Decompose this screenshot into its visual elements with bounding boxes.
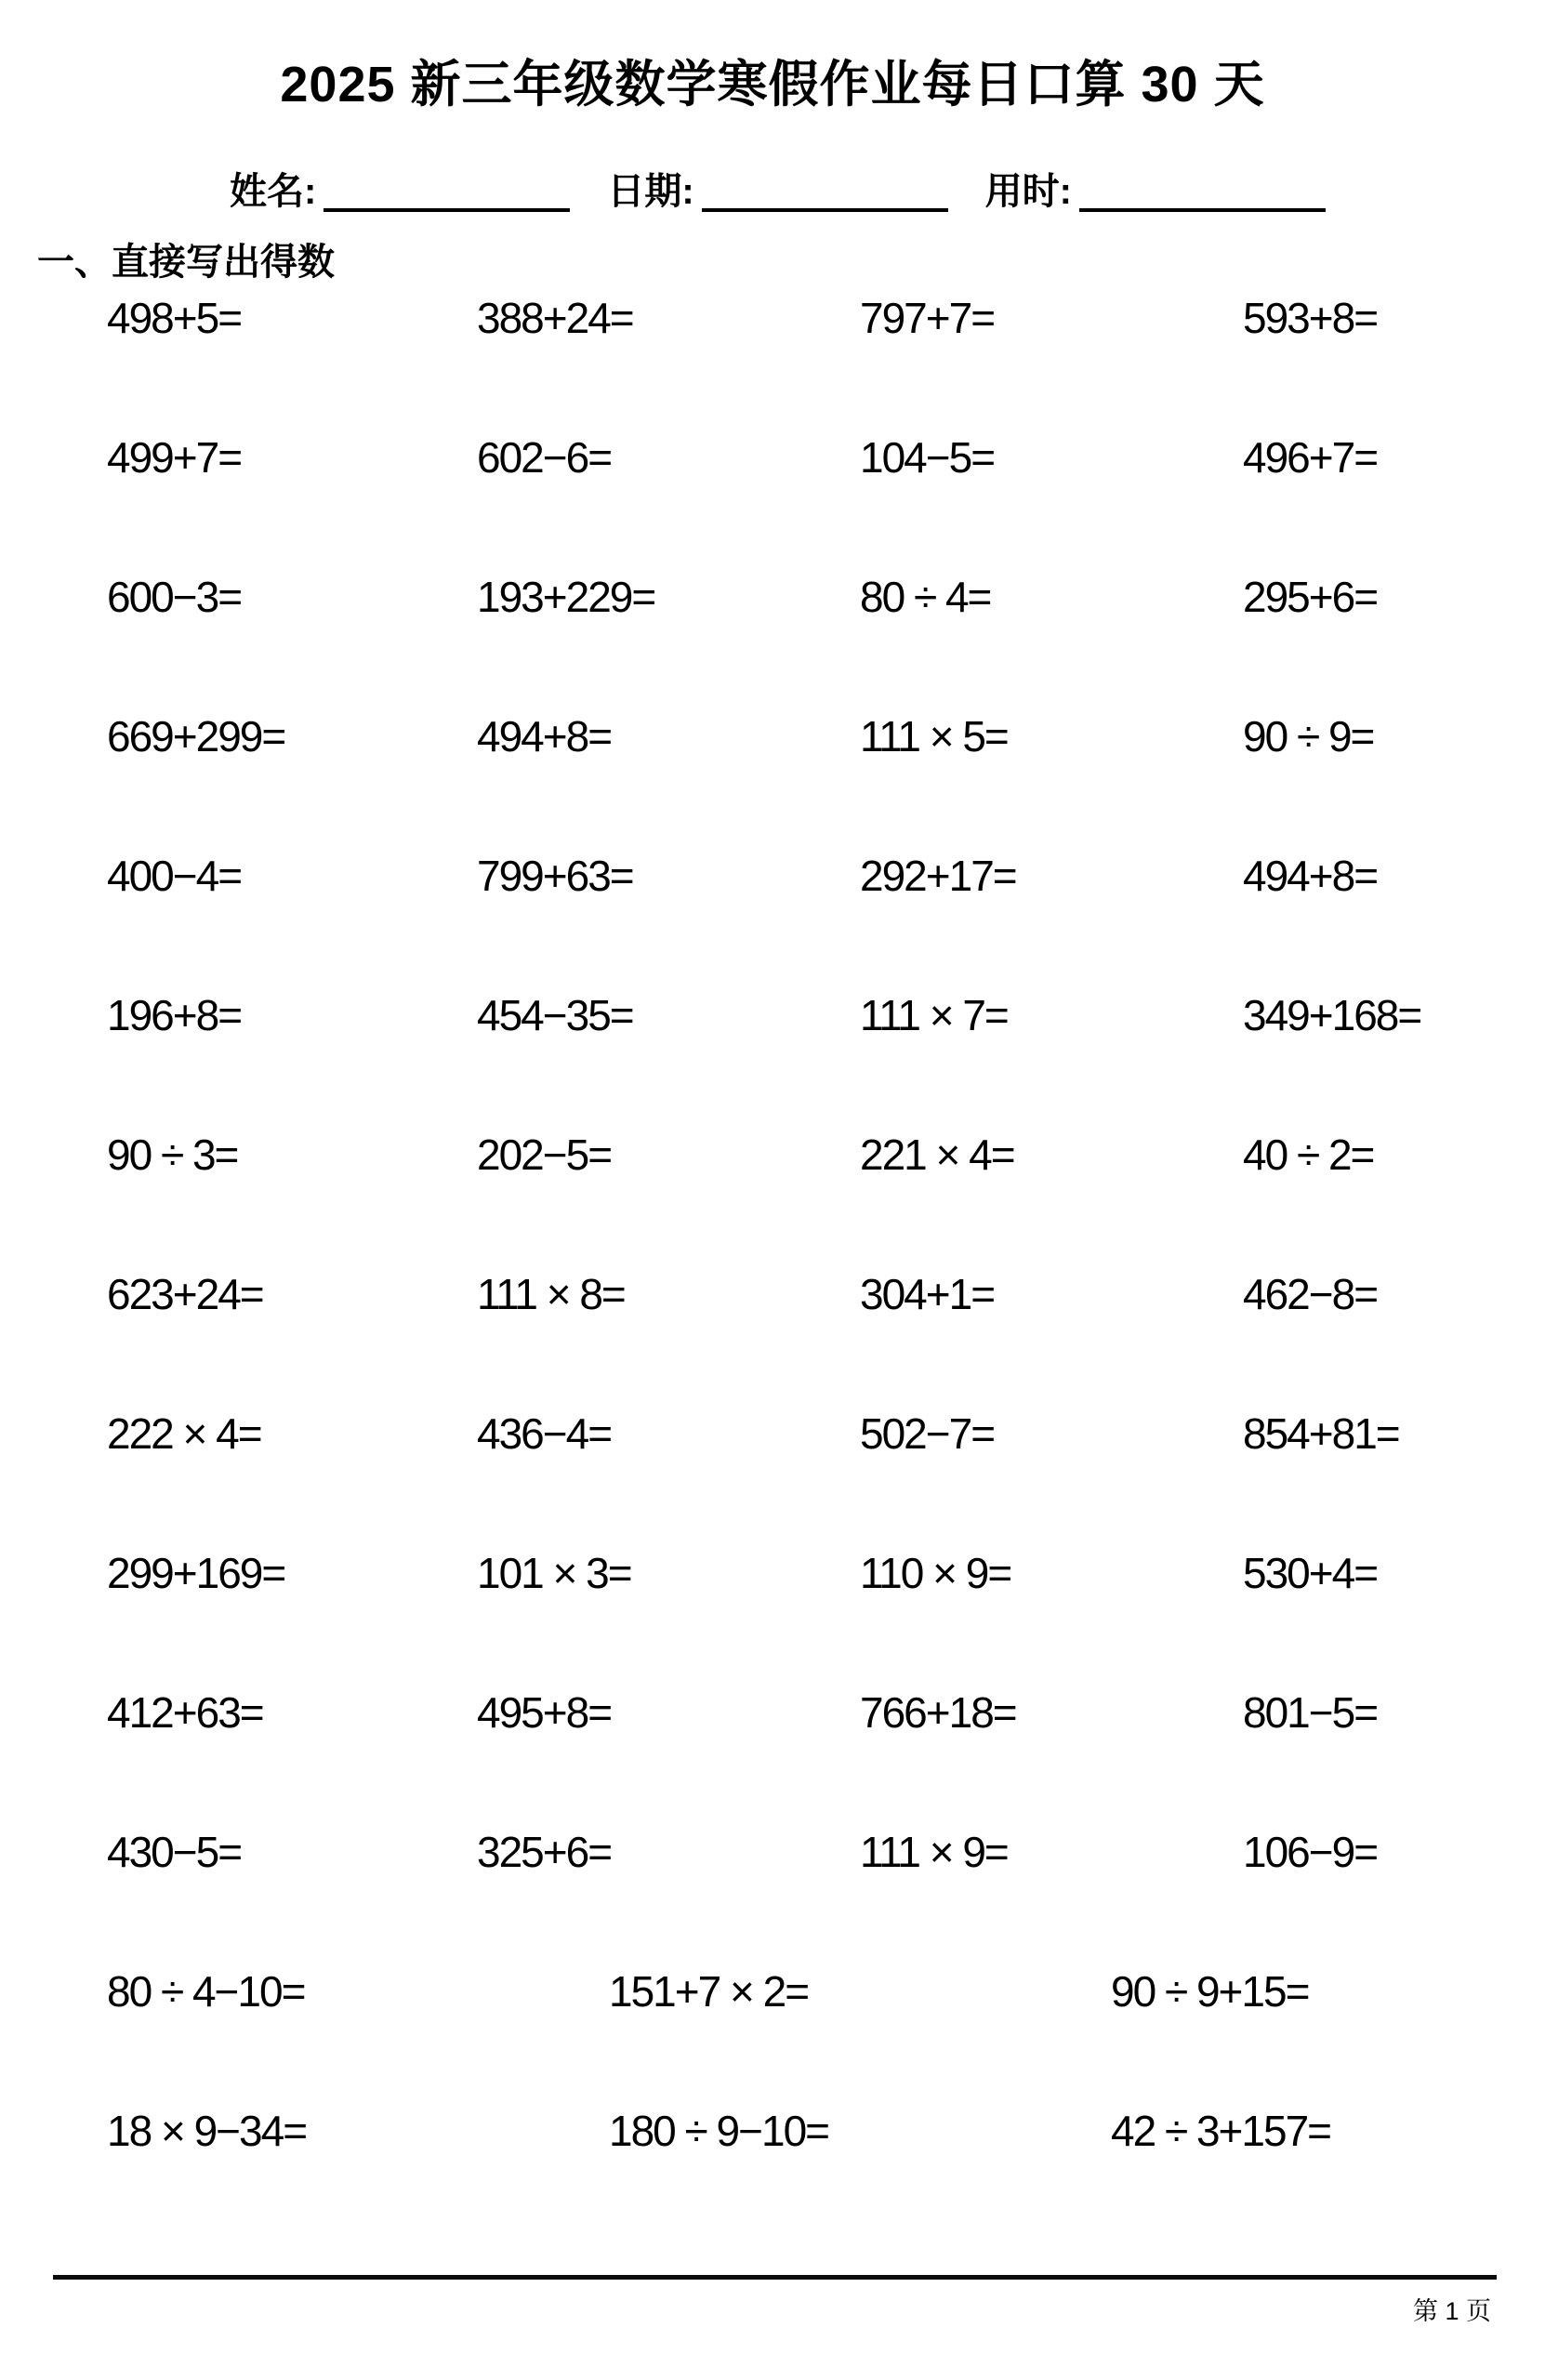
problem: 462−8= [1243, 1270, 1378, 1318]
problem: 495+8= [477, 1688, 612, 1737]
problem: 193+229= [477, 573, 655, 621]
time-used-field [985, 169, 1326, 212]
problem: 90 ÷ 9+15= [1111, 1967, 1309, 2016]
problem: 669+299= [107, 712, 285, 760]
problem: 623+24= [107, 1270, 263, 1318]
problem-row [107, 1364, 1436, 1503]
problem: 388+24= [477, 294, 633, 342]
problem: 494+8= [477, 712, 612, 760]
problem: 494+8= [1243, 852, 1378, 900]
problem: 80 ÷ 4= [860, 573, 991, 621]
problem-row [107, 1922, 1436, 2061]
problem-row [107, 1782, 1436, 1922]
problem: 412+63= [107, 1688, 263, 1737]
problem: 222 × 4= [107, 1409, 261, 1458]
date-field-blank [702, 169, 948, 212]
problem-row [107, 1224, 1436, 1364]
problem: 42 ÷ 3+157= [1111, 2107, 1331, 2155]
problem: 80 ÷ 4−10= [107, 1967, 305, 2016]
problem: 400−4= [107, 852, 242, 900]
problem: 766+18= [860, 1688, 1016, 1737]
problem-row [107, 1643, 1436, 1782]
problem: 111 × 8= [477, 1270, 625, 1318]
problem-row [107, 667, 1436, 806]
time-used-field-blank [1079, 169, 1326, 212]
problem: 454−35= [477, 991, 633, 1039]
problem: 499+7= [107, 433, 242, 482]
problem: 295+6= [1243, 573, 1378, 621]
problem: 106−9= [1243, 1828, 1378, 1876]
problem: 593+8= [1243, 294, 1378, 342]
problem: 600−3= [107, 573, 242, 621]
problem: 111 × 7= [860, 991, 1008, 1039]
problem: 430−5= [107, 1828, 242, 1876]
problem: 90 ÷ 9= [1243, 712, 1374, 760]
problem: 111 × 5= [860, 712, 1008, 760]
problem: 40 ÷ 2= [1243, 1130, 1374, 1179]
problem-row [107, 2061, 1436, 2201]
footer-page-number: 第 1 页 [1413, 2297, 1492, 2325]
name-field-blank [324, 169, 570, 212]
problem: 180 ÷ 9−10= [609, 2107, 829, 2155]
problem: 202−5= [477, 1130, 612, 1179]
problem: 797+7= [860, 294, 995, 342]
problems-grid-four-col [107, 248, 1436, 1922]
problems-grid-three-col [107, 1922, 1436, 2201]
problem: 349+168= [1243, 991, 1421, 1039]
problem: 104−5= [860, 433, 995, 482]
problem: 502−7= [860, 1409, 995, 1458]
date-field-label: 日期: [607, 171, 694, 212]
problem: 436−4= [477, 1409, 612, 1458]
problem: 151+7 × 2= [609, 1967, 809, 2016]
problem-row [107, 1085, 1436, 1224]
problem: 299+169= [107, 1549, 285, 1597]
problem-row [107, 527, 1436, 667]
section-heading: 一、直接写出得数 [37, 242, 335, 283]
problem: 196+8= [107, 991, 242, 1039]
footer-divider [53, 2275, 1497, 2280]
problem-row [107, 388, 1436, 527]
problem: 110 × 9= [860, 1549, 1011, 1597]
problem: 530+4= [1243, 1549, 1378, 1597]
problem: 18 × 9−34= [107, 2107, 307, 2155]
name-field-label: 姓名: [230, 171, 317, 212]
problem: 854+81= [1243, 1409, 1399, 1458]
problem: 111 × 9= [860, 1828, 1008, 1876]
problem-row [107, 945, 1436, 1085]
problem: 801−5= [1243, 1688, 1378, 1737]
problem-row [107, 248, 1436, 388]
name-field [230, 169, 570, 212]
problem: 602−6= [477, 433, 612, 482]
header-fields-row [230, 169, 1363, 212]
date-field [607, 169, 947, 212]
problem: 498+5= [107, 294, 242, 342]
problem: 325+6= [477, 1828, 612, 1876]
problem: 799+63= [477, 852, 633, 900]
time-used-field-label: 用时: [984, 171, 1072, 212]
problem: 90 ÷ 3= [107, 1130, 238, 1179]
problem: 304+1= [860, 1270, 995, 1318]
problem: 101 × 3= [477, 1549, 631, 1597]
page-title: 2025 新三年级数学寒假作业每日口算 30 天 [280, 57, 1265, 112]
problem: 221 × 4= [860, 1130, 1014, 1179]
problem-row [107, 1503, 1436, 1643]
problem: 292+17= [860, 852, 1016, 900]
problem: 496+7= [1243, 433, 1378, 482]
problem-row [107, 806, 1436, 945]
